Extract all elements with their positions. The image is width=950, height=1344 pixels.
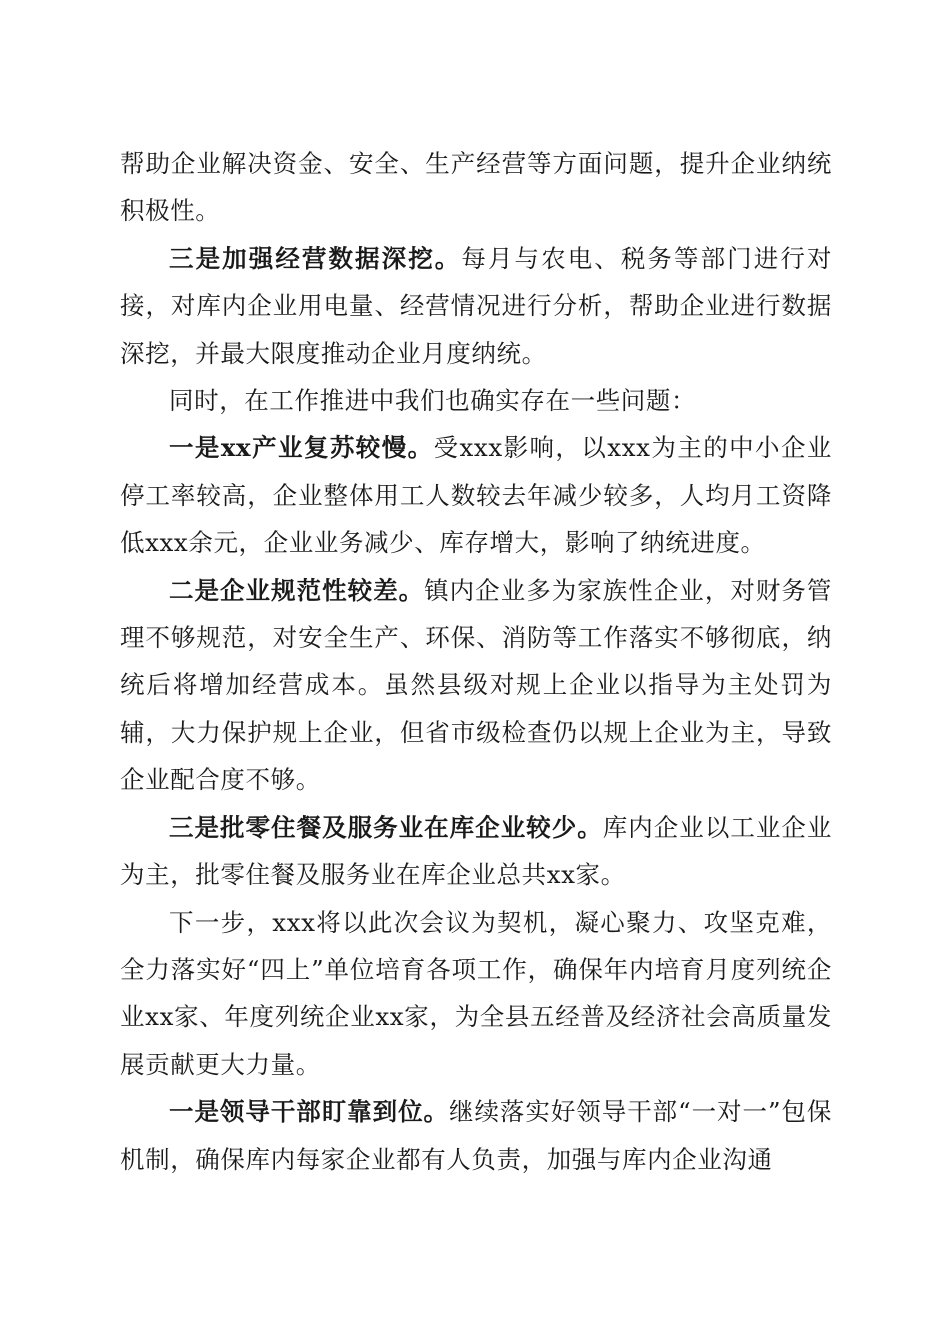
paragraph-lead: 三是批零住餐及服务业在库企业较少。 (169, 812, 603, 842)
paragraph-text: 下一步，xxx将以此次会议为契机，凝心聚力、攻坚克难，全力落实好“四上”单位培育各项工作，确保年内培育月度列统企业xx家、年度列统企业xx家，为全县五经普及经济社会高质量发展贡献更大力量。 (120, 907, 832, 1079)
paragraph-text: 库内企业以工业企业为主，批零住餐及服务业在库企业总共xx家。 (120, 812, 832, 890)
paragraph-lead: 二是企业规范性较差。 (169, 575, 425, 605)
paragraph-lead: 一是领导干部盯靠到位。 (169, 1097, 450, 1127)
paragraph-lead: 三是加强经营数据深挖。 (169, 243, 462, 273)
paragraph-text: 受xxx影响，以xxx为主的中小企业停工率较高，企业整体用工人数较去年减少较多，人均月工资降低xxx余元，企业业务减少、库存增大，影响了纳统进度。 (120, 433, 833, 558)
paragraph (120, 235, 832, 377)
paragraph (120, 1088, 832, 1183)
paragraph-text: 同时，在工作推进中我们也确实存在一些问题： (169, 386, 697, 416)
paragraph (120, 899, 832, 1089)
paragraph-text: 每月与农电、税务等部门进行对接，对库内企业用电量、经营情况进行分析，帮助企业进行数据深挖，并最大限度推动企业月度纳统。 (120, 243, 832, 368)
paragraph-text: 继续落实好领导干部“一对一”包保机制，确保库内每家企业都有人负责，加强与库内企业沟通 (120, 1097, 832, 1174)
paragraph (120, 377, 832, 424)
paragraph-text: 帮助企业解决资金、安全、生产经营等方面问题，提升企业纳统积极性。 (120, 149, 832, 226)
paragraph-text: 镇内企业多为家族性企业，对财务管理不够规范，对安全生产、环保、消防等工作落实不够彻底，纳统后将增加经营成本。虽然县级对规上企业以指导为主处罚为辅，大力保护规上企业，但省市级检查仍以规上企业为主，导致企业配合度不够。 (120, 575, 832, 795)
paragraph-lead: 一是xx产业复苏较慢。 (169, 433, 434, 463)
document-body (120, 140, 832, 1183)
paragraph (120, 140, 832, 235)
paragraph (120, 804, 832, 899)
paragraph (120, 424, 832, 566)
paragraph (120, 567, 832, 804)
